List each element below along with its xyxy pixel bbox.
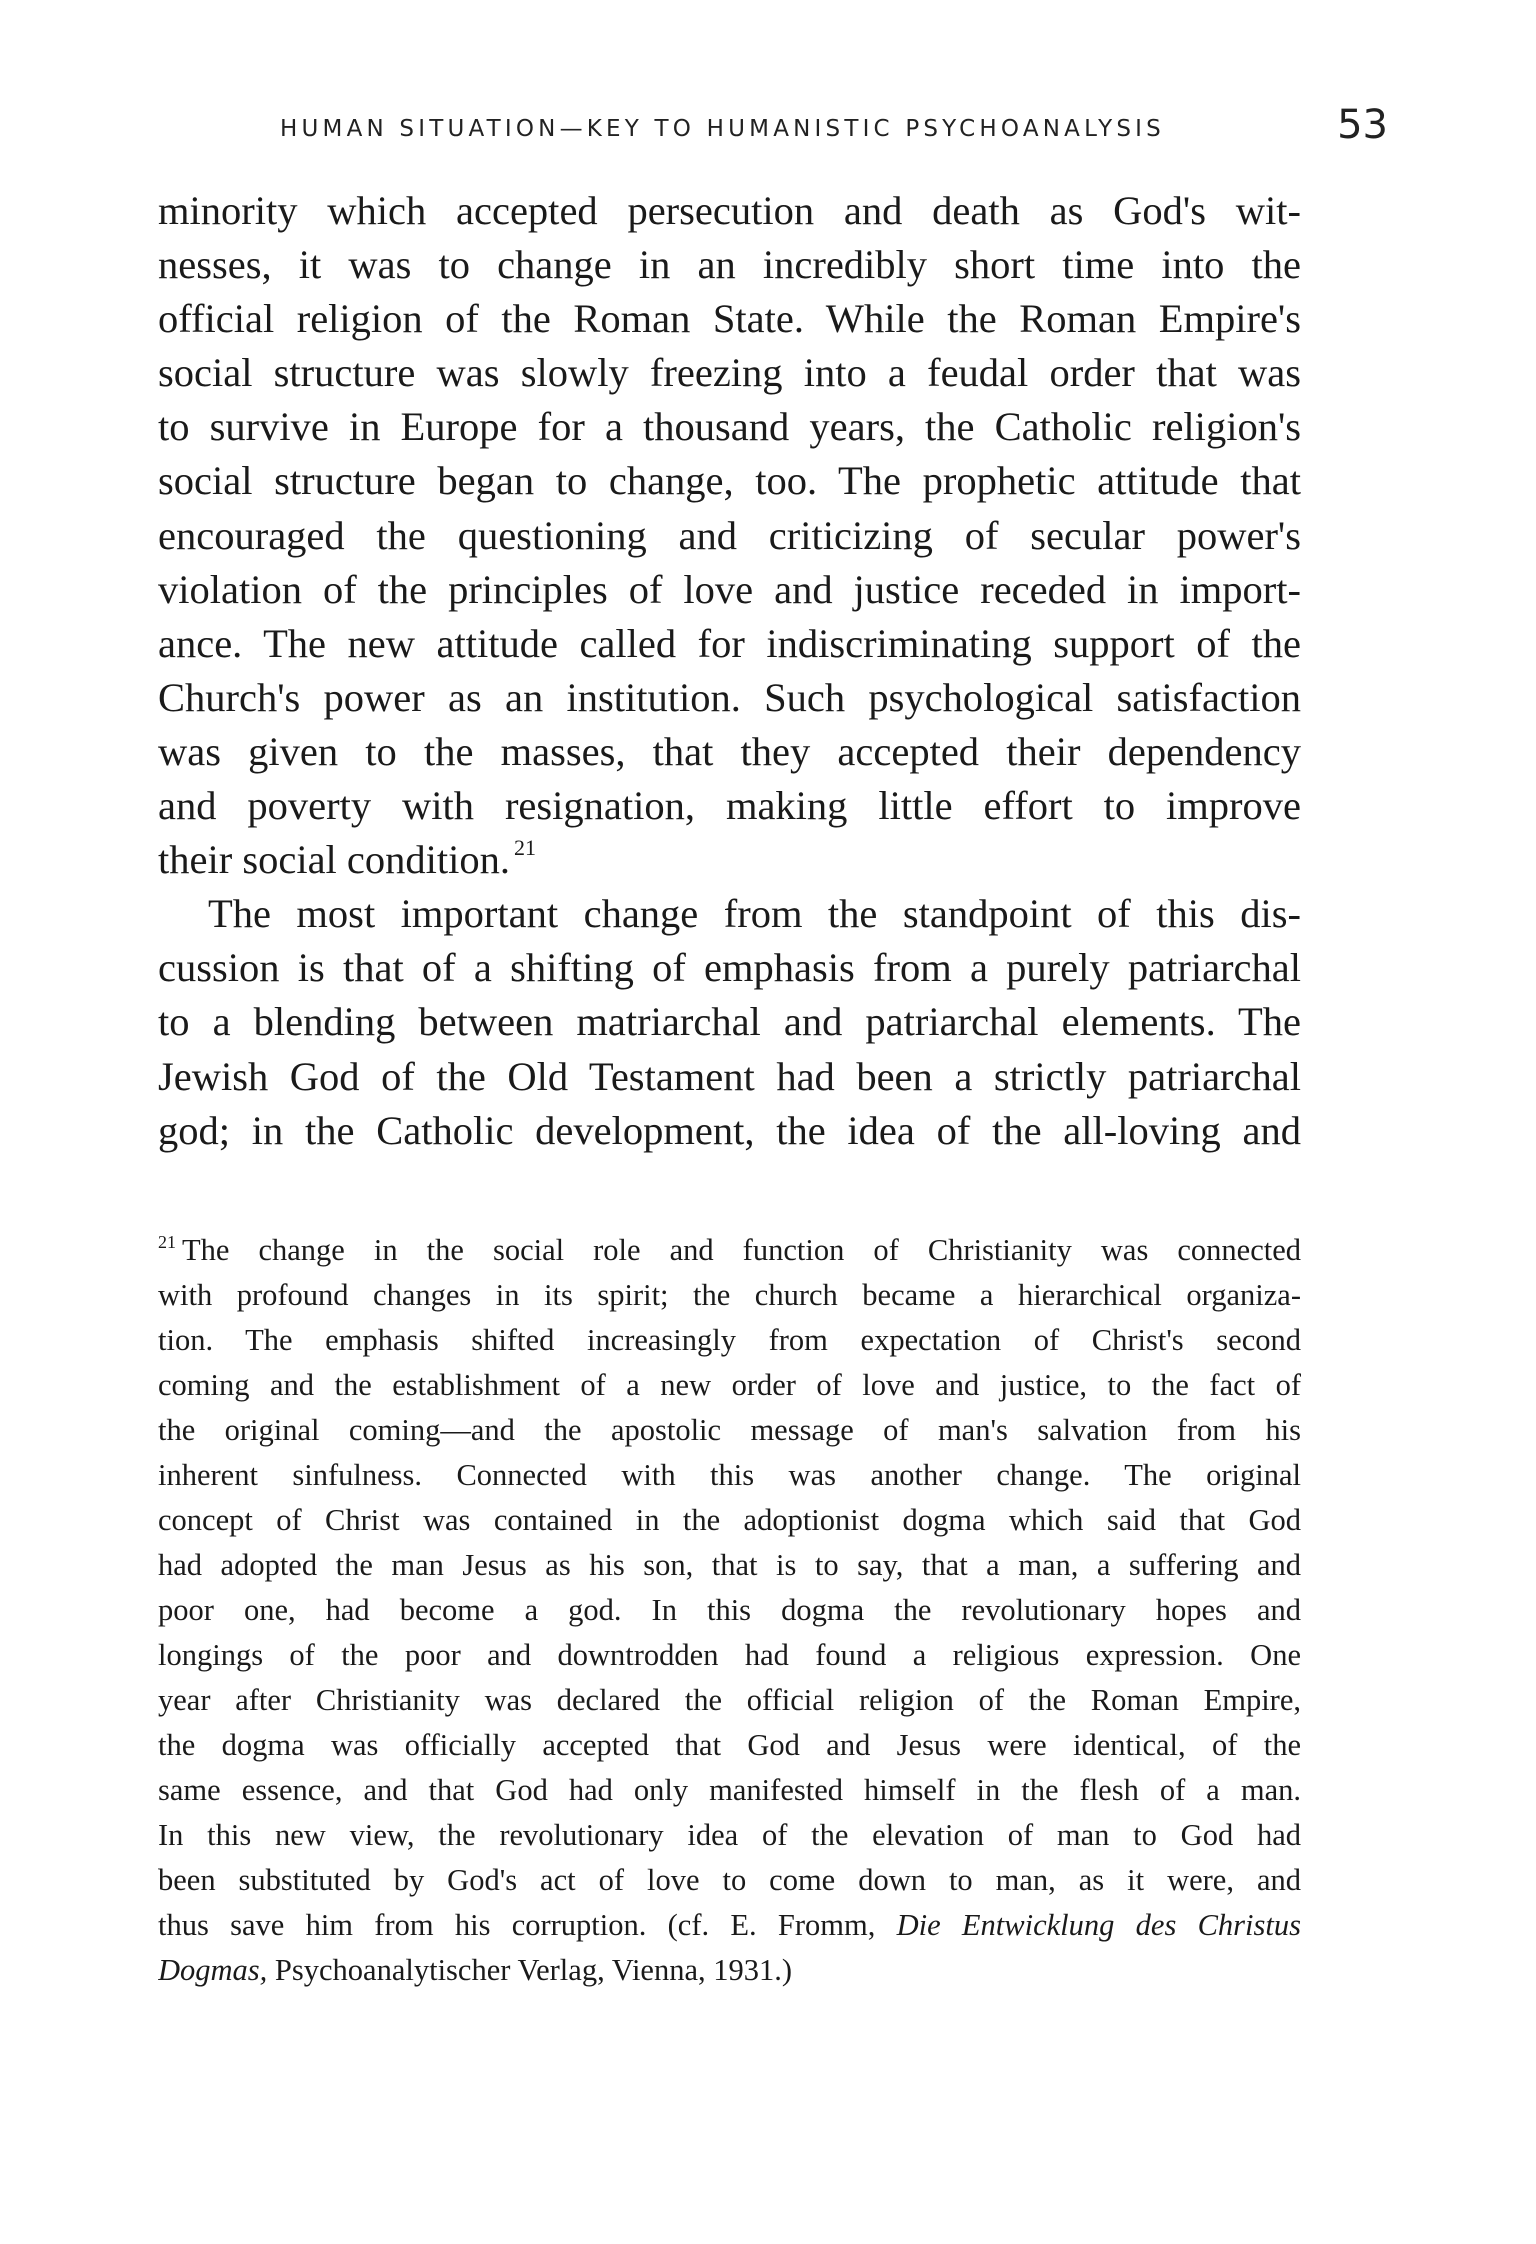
footnote-line: In this new view, the revolutionary idea of the elevation of man to God had <box>158 1818 1301 1852</box>
paragraph2-line: The most important change from the standpoint of this dis- <box>208 891 1301 937</box>
footnote-number: 21 <box>158 1232 176 1252</box>
citation-publisher: Psychoanalytischer Verlag, Vienna, 1931.) <box>267 1953 793 1987</box>
cited-title-end: Dogmas, <box>158 1953 268 1987</box>
paragraph2-line: god; in the Catholic development, the idea of the all-loving and <box>158 1107 1301 1153</box>
footnote-line: longings of the poor and downtrodden had found a religious expression. One <box>158 1638 1301 1672</box>
paragraph2-line: cussion is that of a shifting of emphasis from a purely patriarchal <box>158 945 1301 991</box>
footnote-line: inherent sinfulness. Connected with this was another change. The original <box>158 1458 1301 1492</box>
footnote-line: year after Christianity was declared the official religion of the Roman Empire, <box>158 1683 1301 1717</box>
footnote-text: thus save him from his corruption. (cf. E. Fromm, <box>158 1908 897 1942</box>
body-line: Church's power as an institution. Such psychological satisfaction <box>158 674 1301 720</box>
body-line: was given to the masses, that they accepted their dependency <box>158 728 1301 774</box>
paragraph-end-text: their social condition. <box>158 837 511 883</box>
footnote-line: concept of Christ was contained in the adoptionist dogma which said that God <box>158 1503 1301 1537</box>
page-number: 53 <box>1337 102 1388 148</box>
footnote-line: coming and the establishment of a new order of love and justice, to the fact of <box>158 1368 1301 1402</box>
cited-title: Die Entwicklung des Christus <box>896 1908 1301 1942</box>
footnote <box>158 1228 1301 1993</box>
body-line: social structure was slowly freezing into a feudal order that was <box>158 350 1301 396</box>
footnote-first-line: The change in the social role and function of Christianity was connected <box>182 1233 1301 1267</box>
paragraph2-line: to a blending between matriarchal and patriarchal elements. The <box>158 999 1301 1045</box>
footnote-line: the original coming—and the apostolic message of man's salvation from his <box>158 1413 1301 1447</box>
body-line: ance. The new attitude called for indiscriminating support of the <box>158 620 1301 666</box>
footnote-line <box>158 1903 1301 1948</box>
body-line: minority which accepted persecution and death as God's wit- <box>158 188 1301 233</box>
body-line: social structure began to change, too. The prophetic attitude that <box>158 458 1301 504</box>
footnote-line: same essence, and that God had only manifested himself in the flesh of a man. <box>158 1773 1301 1807</box>
footnote-line: the dogma was officially accepted that God and Jesus were identical, of the <box>158 1728 1301 1762</box>
paragraph2-line: Jewish God of the Old Testament had been a strictly patriarchal <box>158 1053 1301 1099</box>
footnote-line: poor one, had become a god. In this dogma the revolutionary hopes and <box>158 1593 1301 1627</box>
body-line: encouraged the questioning and criticizing of secular power's <box>158 512 1301 558</box>
footnote-line: tion. The emphasis shifted increasingly from expectation of Christ's second <box>158 1323 1301 1357</box>
footnote-reference[interactable]: 21 <box>514 835 537 861</box>
footnote-line <box>158 1228 1301 1273</box>
body-text <box>158 184 1301 1158</box>
running-title: HUMAN SITUATION—KEY TO HUMANISTIC PSYCHOANALYSIS <box>280 116 1165 142</box>
body-line: and poverty with resignation, making little effort to improve <box>158 783 1301 829</box>
body-line: nesses, it was to change in an incredibly short time into the <box>158 242 1301 288</box>
footnote-line-last <box>158 1948 1301 1993</box>
body-line: to survive in Europe for a thousand years, the Catholic religion's <box>158 404 1301 450</box>
footnote-line: with profound changes in its spirit; the church became a hierarchical organiza- <box>158 1278 1301 1312</box>
body-line: official religion of the Roman State. While the Roman Empire's <box>158 296 1301 342</box>
body-line: violation of the principles of love and justice receded in import- <box>158 566 1301 612</box>
footnote-line: been substituted by God's act of love to come down to man, as it were, and <box>158 1863 1301 1897</box>
footnote-line: had adopted the man Jesus as his son, that is to say, that a man, a suffering and <box>158 1548 1301 1582</box>
body-line-last <box>158 833 1301 887</box>
running-head <box>160 102 1388 158</box>
